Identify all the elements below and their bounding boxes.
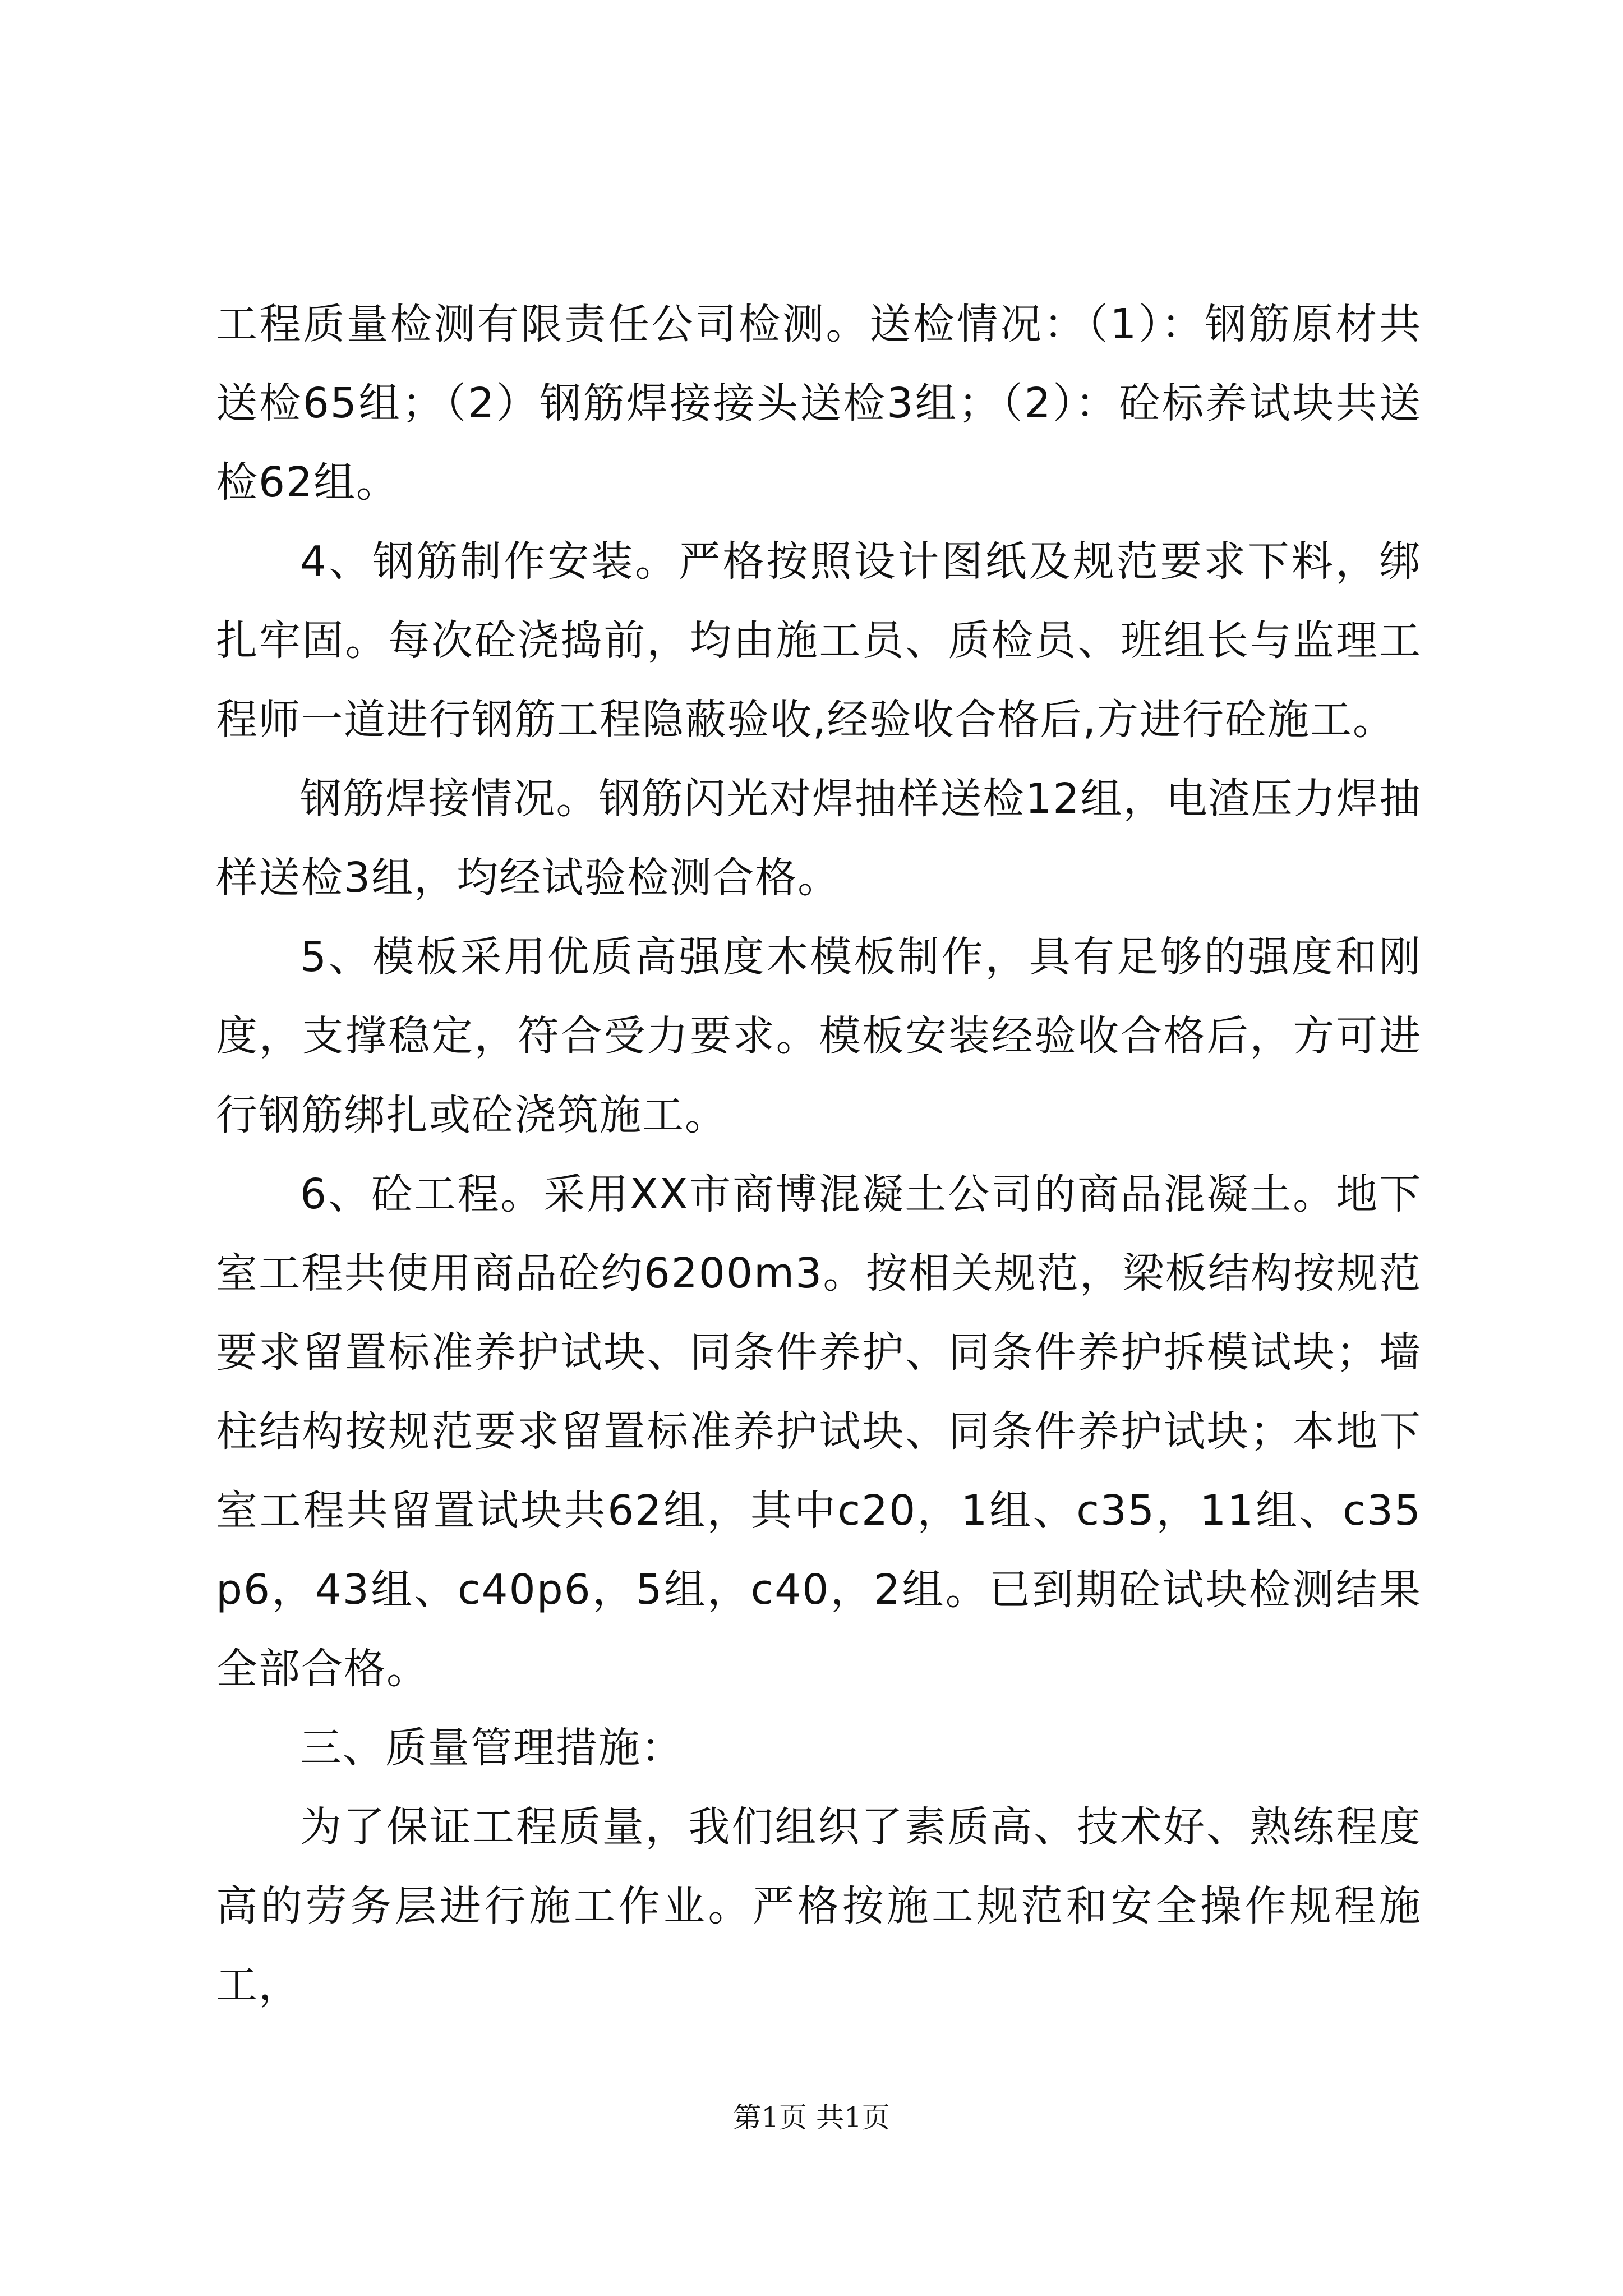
paragraph-rebar-installation: 4、钢筋制作安装。严格按照设计图纸及规范要求下料，绑扎牢固。每次砼浇捣前，均由施工员、质检员、班组长与监理工程师一道进行钢筋工程隐蔽验收,经验收合格后,方进行砼施工。 xyxy=(216,537,1422,744)
paragraph-inspection-summary: 工程质量检测有限责任公司检测。送检情况：（1）：钢筋原材共送检65组；（2）钢筋焊接接头送检3组；（2）：砼标养试块共送检62组。 xyxy=(216,300,1422,507)
paragraph-rebar-welding: 钢筋焊接情况。钢筋闪光对焊抽样送检12组，电渣压力焊抽样送检3组，均经试验检测合格。 xyxy=(216,775,1422,902)
document-body xyxy=(216,285,1422,2025)
paragraph-concrete-works: 6、砼工程。采用XX市商博混凝土公司的商品混凝土。地下室工程共使用商品砼约6200m3。按相关规范，梁板结构按规范要求留置标准养护试块、同条件养护、同条件养护拆模试块；墙柱结构按规范要求留置标准养护试块、同条件养护试块；本地下室工程共留置试块共62组，其中c20，1组、c35，11组、c35p6，43组、c40p6，5组，c40，2组。已到期砼试块检测结果全部合格。 xyxy=(216,1170,1422,1693)
section-heading-quality-measures: 三、质量管理措施： xyxy=(300,1724,684,1772)
page-footer: 第1页 共1页 xyxy=(733,2101,890,2134)
paragraph-quality-assurance: 为了保证工程质量，我们组织了素质高、技术好、熟练程度高的劳务层进行施工作业。严格按施工规范和安全操作规程施工， xyxy=(216,1803,1422,2009)
paragraph-formwork: 5、模板采用优质高强度木模板制作，具有足够的强度和刚度，支撑稳定，符合受力要求。模板安装经验收合格后，方可进行钢筋绑扎或砼浇筑施工。 xyxy=(216,933,1422,1139)
